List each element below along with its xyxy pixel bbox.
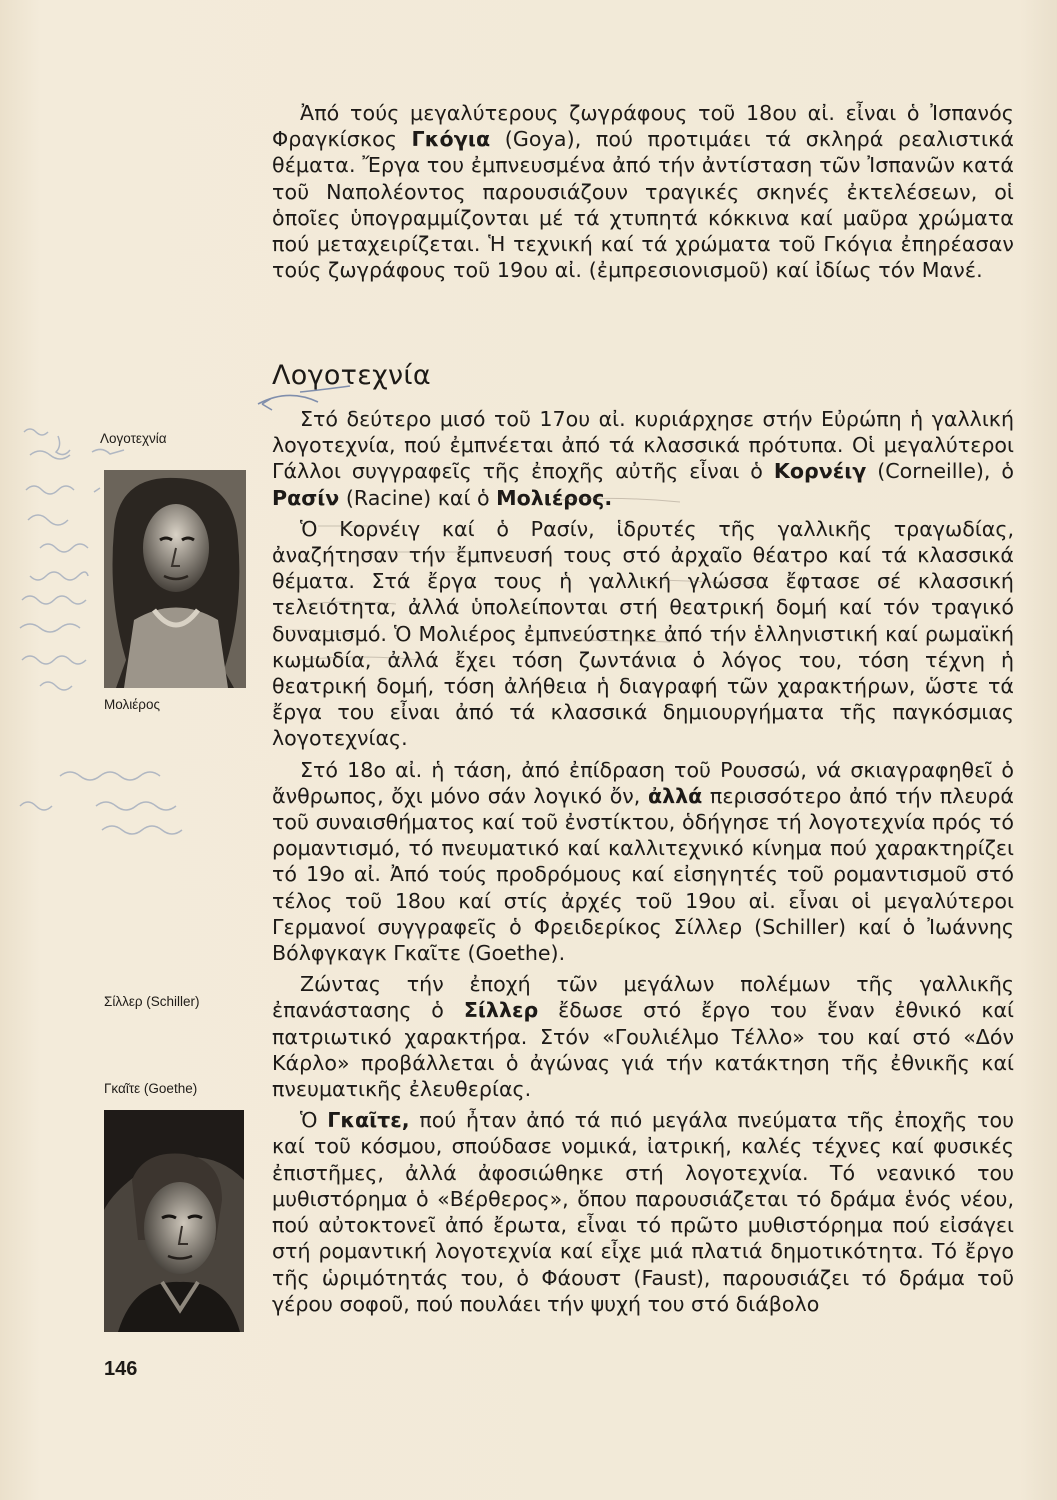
page-number: 146 [104, 1358, 138, 1380]
racine-name: Ρασίν [272, 485, 340, 510]
section-heading: Λογοτεχνία [272, 360, 431, 391]
para3-bold-word: ἀλλά [647, 783, 703, 808]
intro-text-2: (Goya), πού προτιμάει τά σκληρά ρεαλιστικά θέματα. Ἔργα του ἐμπνευσμένα ἀπό τήν ἀντίσταση τῶν Ἰσπανῶν κατά τοῦ Ναπολέοντος παρουσιάζουν τραγικές σκηνές ἐκτελέσεων, οἱ ὁποῖες ὑπογραμμίζονται μέ τά χτυπητά κόκκινα καί μαῦρα χρώματα πού μεταχειρίζεται. Ἡ τεχνική καί τά χρώματα τοῦ Γκόγια ἐπηρέασαν τούς ζωγράφους τοῦ 19ου αἰ. (ἐμπρεσιονισμοῦ) καί ἰδίως τόν Μανέ. [272, 127, 1015, 283]
para1-text-c: (Racine) καί ὁ [339, 485, 497, 510]
paragraph-2: Ὁ Κορνέιγ καί ὁ Ρασίν, ἱδρυτές τῆς γαλλικῆς τραγωδίας, ἀναζήτησαν τήν ἔμπνευσή τους στό ἀρχαῖο θέατρο καί τά κλασσικά θέματα. Στά ἔργα τους ἡ γαλλική γλώσσα ἔφτασε σέ κλασσική τελειότητα, ἀλλά ὑπολείπονται στή θεατρική δομή καί τόν τραγικό δυναμισμό. Ὁ Μολιέρος ἐμπνεύστηκε ἀπό τήν ἑλληνιστική καί ρωμαϊκή κωμωδία, ἀλλά ἔχει τόση ζωντάνια ὁ λόγος του, τόση τέχνη ἡ θεατρική δομή, τόση ἀλήθεια ἡ διαγραφή τῶν χαρακτήρων, ὥστε τά ἔργα του εἶναι ἀπό τά κλασσικά δημιουργήματα τῆς παγκόσμιας λογοτεχνίας. [272, 516, 1014, 751]
para1-text-b: (Corneille), ὁ [866, 459, 1014, 484]
para4-text-a: Ζώντας τήν ἐποχή τῶν μεγάλων πολέμων τῆς γαλλικῆς ἐπανάστασης ὁ [272, 972, 1014, 1023]
para5-text-a: Ὁ [300, 1108, 328, 1133]
para1-text-a: Στό δεύτερο μισό τοῦ 17ου αἰ. κυριάρχησε στήν Εὐρώπη ἡ γαλλική λογοτεχνία, πού ἐμπνέεται ἀπό τά κλασσικά πρότυπα. Οἱ μεγαλύτεροι Γάλλοι συγγραφεῖς τῆς ἐποχῆς αὐτῆς εἶναι ὁ [272, 407, 1014, 484]
caption-goethe: Γκαῖτε (Goethe) [104, 1081, 198, 1096]
moliere-name: Μολιέρος. [496, 485, 613, 510]
goethe-name: Γκαῖτε, [327, 1108, 410, 1133]
para3-text-b: περισσότερο ἀπό τήν πλευρά τοῦ συναισθήματος καί τοῦ ἐνστίκτου, ὁδήγησε τή λογοτεχνία πρός τό ρομαντισμό, τό πνευματικό καί καλλιτεχνικό κίνημα πού χαρακτηρίζει τό 19ο αἰ. Ἀπό τούς προδρόμους καί εἰσηγητές τοῦ ρομαντισμοῦ στό τέλος τοῦ 18ου καί στίς ἀρχές τοῦ 19ου αἰ. εἶναι οἱ μεγαλύτεροι Γερμανοί συγγραφεῖς ὁ Φρειδερίκος Σίλλερ (Schiller) καί ὁ Ἰωάννης Βόλφγκαγκ Γκαῖτε (Goethe). [272, 783, 1015, 966]
caption-literature: Λογοτεχνία [100, 431, 167, 446]
caption-moliere: Μολιέρος [104, 697, 160, 712]
corneille-name: Κορνέιγ [773, 459, 867, 484]
goya-name: Γκόγια [411, 127, 491, 152]
para3-text-a: Στό 18ο αἰ. ἡ τάση, ἀπό ἐπίδραση τοῦ Ρουσσώ, νά σκιαγραφηθεῖ ὁ ἄνθρωπος, ὄχι μόνο σάν λογικό ὄν, [272, 757, 1014, 808]
para5-text-b: πού ἦταν ἀπό τά πιό μεγάλα πνεύματα τῆς ἐποχῆς του καί τοῦ κόσμου, σπούδασε νομικά, ἰατρική, καλές τέχνες καί φυσικές ἐπιστῆμες, ἀλλά ἀφοσιώθηκε στή λογοτεχνία. Τό νεανικό του μυθιστόρημα ὁ «Βέρθερος», ὅπου παρουσιάζεται τό δράμα ἑνός νέου, πού αὐτοκτονεῖ ἀπό ἔρωτα, εἶναι τό πρῶτο μυθιστόρημα πού εἰσάγει στή ρομαντική λογοτεχνία καί εἶχε μιά πλατιά δημοτικότητα. Τό ἔργο τῆς ὡριμότητάς του, ὁ Φάουστ (Faust), παρουσιάζει τό δράμα τοῦ γέρου σοφοῦ, πού πουλάει τήν ψυχή του στό διάβολο [272, 1108, 1014, 1316]
intro-text-1: Ἀπό τούς μεγαλύτερους ζωγράφους τοῦ 18ου αἰ. εἶναι ὁ Ἰσπανός Φραγκίσκος [272, 101, 1014, 152]
para4-text-b: ἔδωσε στό ἔργο του ἕναν ἐθνικό καί πατριωτικό χαρακτήρα. Στόν «Γουλιέλμο Τέλλο» του καί στό «Δόν Κάρλο» προβάλλεται ὁ ἀγώνας γιά τήν κατάκτηση τῆς ἐθνικῆς καί πνευματικῆς ἐλευθερίας. [272, 998, 1015, 1102]
caption-schiller: Σίλλερ (Schiller) [104, 994, 200, 1009]
schiller-name: Σίλλερ [463, 998, 539, 1023]
